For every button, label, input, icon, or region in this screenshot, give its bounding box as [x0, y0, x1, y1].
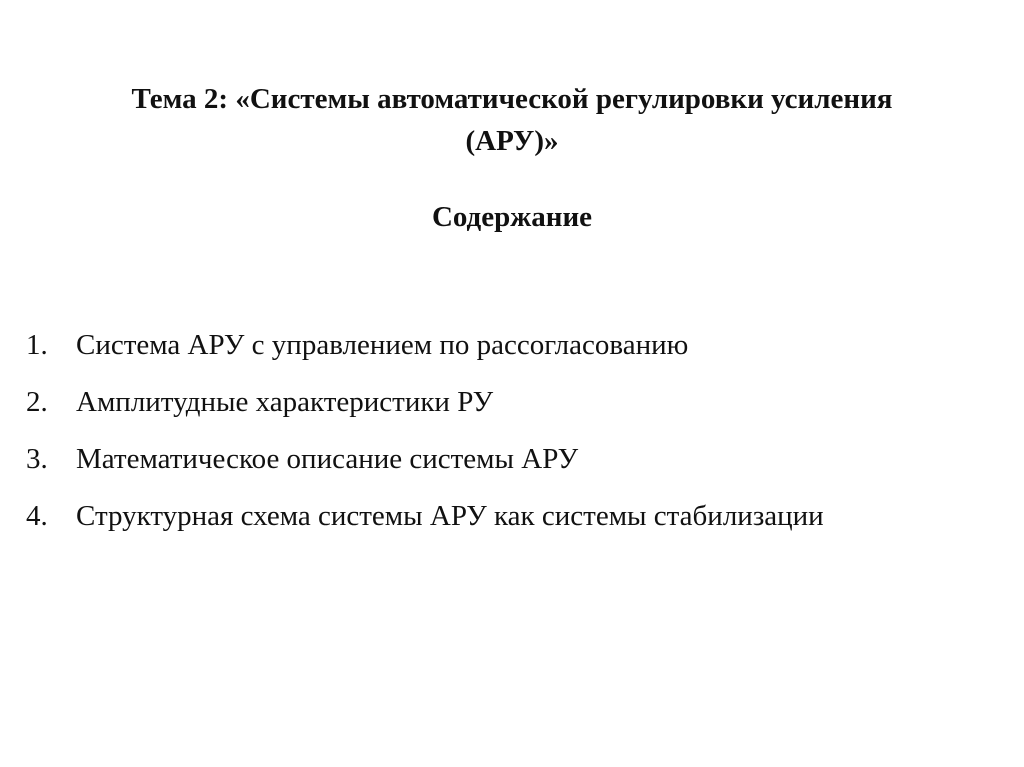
list-item-text: Амплитудные характеристики РУ: [76, 386, 494, 418]
list-item: [26, 325, 824, 382]
slide-title-line-2: (АРУ)»: [465, 125, 559, 157]
slide-title-line-1: Тема 2: «Системы автоматической регулировки усиления: [131, 83, 893, 115]
list-item: [26, 496, 824, 553]
list-item: [26, 382, 824, 439]
list-item-text: Система АРУ с управлением по рассогласованию: [76, 329, 689, 361]
contents-heading: Содержание: [431, 201, 593, 233]
list-item-text: Структурная схема системы АРУ как системы стабилизации: [76, 500, 824, 532]
list-item: [26, 439, 824, 496]
slide-title: [40, 78, 984, 162]
list-item-number: 4.: [26, 500, 48, 532]
contents-list: [26, 325, 824, 553]
list-item-number: 1.: [26, 329, 48, 361]
list-item-number: 2.: [26, 386, 48, 418]
list-item-number: 3.: [26, 443, 48, 475]
list-item-text: Математическое описание системы АРУ: [76, 443, 579, 475]
